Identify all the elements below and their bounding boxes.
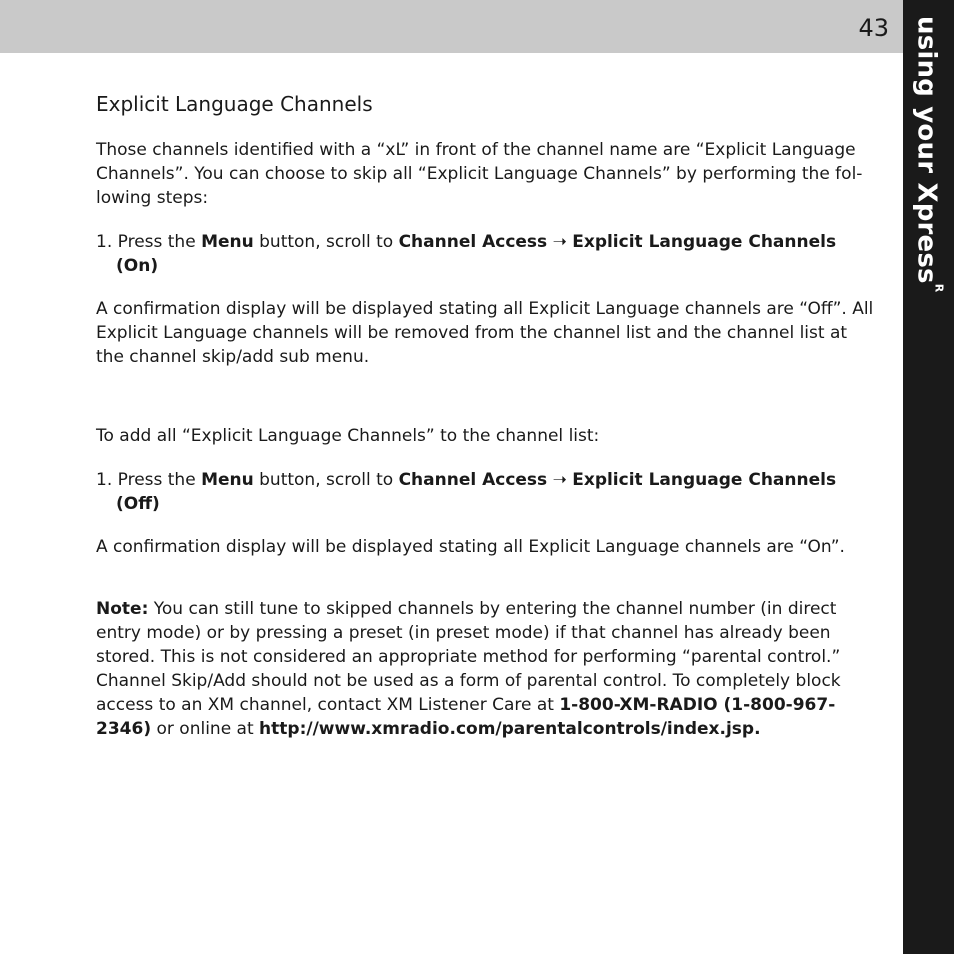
section-title: [912, 16, 946, 292]
spacer: [96, 579, 876, 597]
confirm-on-paragraph: A confirmation display will be displayed stating all Explicit Language channels are “On”.: [96, 537, 845, 557]
state-label: (On): [116, 256, 159, 276]
section-title-superscript: R: [932, 283, 946, 293]
spacer: [96, 389, 876, 424]
parental-controls-url: http://www.xmradio.com/parentalcontrols/index.jsp.: [259, 719, 761, 739]
note-label: Note:: [96, 599, 149, 619]
page-header-bar: [0, 0, 903, 53]
menu-label: Menu: [201, 232, 254, 252]
note-text-online: or online at: [151, 719, 260, 739]
phone-number: 1-800-XM-RADIO (1-800-967-2346): [96, 695, 836, 739]
explicit-target-label: Explicit Language Channels: [572, 232, 837, 252]
menu-label: Menu: [201, 470, 254, 490]
section-heading: Explicit Language Channels: [96, 92, 373, 116]
step-number: 1. Press the: [96, 470, 196, 490]
section-title-text: using your Xpress: [911, 16, 942, 284]
confirm-off-paragraph: A confirmation display will be displayed stating all Explicit Language channels are “Off”. All Explicit Language channels will be removed from the channel list and the channel list at the channel skip/add sub menu.: [96, 299, 874, 367]
intro-paragraph: Those channels identified with a “xL” in front of the channel name are “Explicit Language Channels”. You can choose to skip all “Explicit Language Channels” by performing the fol-lowing steps:: [96, 140, 863, 208]
arrow-icon: ➝: [547, 232, 573, 252]
step-mid: button, scroll to: [253, 470, 399, 490]
add-intro-paragraph: To add all “Explicit Language Channels” to the channel list:: [96, 426, 600, 446]
step-enable: [96, 468, 876, 516]
step-number: 1. Press the: [96, 232, 196, 252]
channel-access-label: Channel Access: [398, 232, 548, 252]
note-text: You can still tune to skipped channels by entering the channel number (in direct entry mode) or by pressing a preset (in preset mode) if that channel has already been stored. This is not considered an appropriate method for performing “parental control.” Channel Skip/Add should not be used as a form of parental control. To completely block access to an XM channel, contact XM Listener Care at: [96, 599, 841, 715]
channel-access-label: Channel Access: [398, 470, 548, 490]
page-number: 43: [858, 14, 889, 42]
page-content: [96, 90, 876, 761]
side-section-tab: [903, 0, 954, 954]
step-disable: [96, 230, 876, 278]
step-mid: button, scroll to: [253, 232, 399, 252]
explicit-target-label: Explicit Language Channels: [572, 470, 837, 490]
state-label: (Off): [116, 494, 160, 514]
arrow-icon: ➝: [547, 470, 573, 490]
note-paragraph: [96, 597, 876, 741]
